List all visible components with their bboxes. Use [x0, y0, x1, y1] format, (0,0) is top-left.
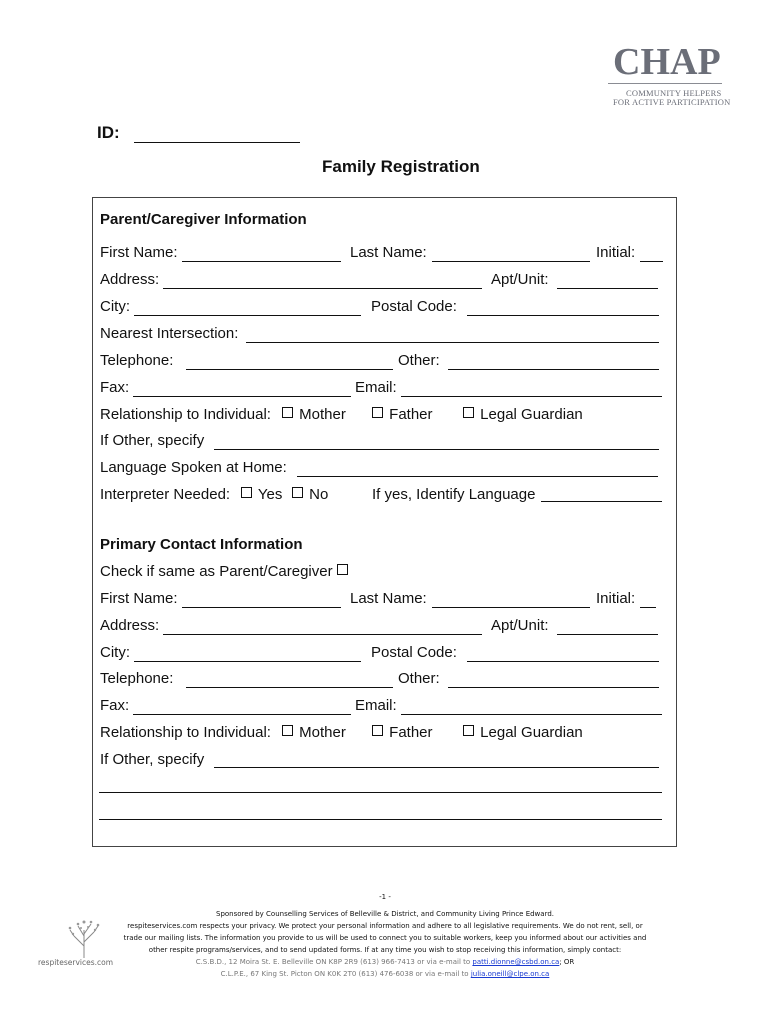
parent-interpreter-label: Interpreter Needed: — [100, 486, 231, 503]
interpreter-no-label: No — [309, 486, 329, 503]
primary-other-label: Other: — [398, 670, 440, 687]
parent-intersection-label: Nearest Intersection: — [100, 325, 239, 342]
primary-address-label: Address: — [100, 617, 160, 634]
parent-fax-label: Fax: — [100, 379, 130, 396]
parent-guardian-label: Legal Guardian — [480, 406, 583, 423]
parent-other-label: Other: — [398, 352, 440, 369]
primary-city-label: City: — [100, 644, 130, 661]
interpreter-no-checkbox[interactable] — [292, 487, 303, 498]
primary-guardian-label: Legal Guardian — [480, 724, 583, 741]
sponsor-text: Sponsored by Counselling Services of Belleville & District, and Community Living Prince Edward. — [216, 910, 554, 918]
primary-email-field[interactable] — [401, 714, 662, 715]
parent-language-field[interactable] — [297, 476, 658, 477]
primary-city-field[interactable] — [134, 661, 361, 662]
parent-first-name-field[interactable] — [182, 261, 341, 262]
parent-initial-label: Initial: — [596, 244, 636, 261]
interpreter-yes-checkbox[interactable] — [241, 487, 252, 498]
logo-divider — [608, 83, 722, 84]
primary-father-option[interactable] — [372, 724, 433, 741]
parent-email-field[interactable] — [401, 396, 662, 397]
primary-section-heading: Primary Contact Information — [100, 536, 303, 553]
primary-if-other-label: If Other, specify — [100, 751, 205, 768]
contact-line-1 — [0, 958, 770, 966]
contact-2-email-link[interactable]: julia.oneill@clpe.on.ca — [470, 970, 550, 978]
logo-subtitle-line2: FOR ACTIVE PARTICIPATION — [613, 97, 731, 107]
primary-first-name-field[interactable] — [182, 607, 341, 608]
parent-father-label: Father — [389, 406, 433, 423]
logo-subtitle-line1: COMMUNITY HELPERS — [626, 88, 722, 98]
primary-initial-label: Initial: — [596, 590, 636, 607]
parent-apt-label: Apt/Unit: — [491, 271, 549, 288]
primary-last-name-field[interactable] — [432, 607, 590, 608]
primary-fax-label: Fax: — [100, 697, 130, 714]
contact-2-text: C.L.P.E., 67 King St. Picton ON K0K 2T0 (613) 476-6038 or via e-mail to — [220, 970, 471, 978]
parent-mother-option[interactable] — [282, 406, 346, 423]
privacy-line-3: other respite programs/services, and to send updated forms. If at any time you wish to stop receiving this information, simply contact: — [148, 946, 622, 954]
interpreter-no-option[interactable] — [292, 486, 328, 503]
parent-telephone-label: Telephone: — [100, 352, 174, 369]
primary-mother-checkbox[interactable] — [282, 725, 293, 736]
parent-section-heading: Parent/Caregiver Information — [100, 211, 307, 228]
primary-fax-field[interactable] — [133, 714, 351, 715]
id-field[interactable] — [134, 142, 300, 143]
contact-line-2 — [0, 970, 770, 978]
contact-1-email-link[interactable]: patti.dionne@csbd.on.ca — [472, 958, 560, 966]
primary-telephone-field[interactable] — [186, 687, 393, 688]
primary-apt-label: Apt/Unit: — [491, 617, 549, 634]
parent-guardian-checkbox[interactable] — [463, 407, 474, 418]
primary-guardian-checkbox[interactable] — [463, 725, 474, 736]
same-as-parent-option[interactable] — [100, 563, 350, 580]
parent-relationship-label: Relationship to Individual: — [100, 406, 271, 423]
parent-language-label: Language Spoken at Home: — [100, 459, 287, 476]
parent-mother-label: Mother — [299, 406, 346, 423]
parent-telephone-field[interactable] — [186, 369, 393, 370]
primary-first-name-label: First Name: — [100, 590, 178, 607]
contact-1-suffix: ; OR — [559, 958, 575, 966]
parent-last-name-field[interactable] — [432, 261, 590, 262]
id-label: ID: — [97, 123, 120, 142]
parent-father-checkbox[interactable] — [372, 407, 383, 418]
primary-postal-field[interactable] — [467, 661, 659, 662]
parent-email-label: Email: — [355, 379, 397, 396]
parent-city-field[interactable] — [134, 315, 361, 316]
privacy-line-1: respiteservices.com respects your privacy. We protect your personal information and adhere to all legislative requirements. We do not rent, sell, or — [127, 922, 643, 930]
same-as-parent-label: Check if same as Parent/Caregiver — [100, 563, 333, 580]
primary-apt-field[interactable] — [557, 634, 658, 635]
primary-father-checkbox[interactable] — [372, 725, 383, 736]
parent-father-option[interactable] — [372, 406, 433, 423]
interpreter-yes-label: Yes — [257, 486, 283, 503]
primary-other-field[interactable] — [448, 687, 659, 688]
primary-last-name-label: Last Name: — [350, 590, 427, 607]
respite-tree-icon — [64, 916, 104, 960]
parent-guardian-option[interactable] — [463, 406, 583, 423]
parent-mother-checkbox[interactable] — [282, 407, 293, 418]
primary-extra-line-2[interactable] — [99, 819, 662, 820]
primary-relationship-label: Relationship to Individual: — [100, 724, 271, 741]
interpreter-yes-option[interactable] — [241, 486, 282, 503]
primary-if-other-field[interactable] — [214, 767, 659, 768]
primary-guardian-option[interactable] — [463, 724, 583, 741]
primary-mother-option[interactable] — [282, 724, 346, 741]
parent-first-name-label: First Name: — [100, 244, 178, 261]
parent-if-other-label: If Other, specify — [100, 432, 205, 449]
identify-language-label: If yes, Identify Language — [372, 486, 536, 503]
parent-postal-field[interactable] — [467, 315, 659, 316]
primary-initial-field[interactable] — [640, 607, 656, 608]
form-box — [92, 197, 677, 847]
primary-address-field[interactable] — [163, 634, 482, 635]
parent-address-label: Address: — [100, 271, 160, 288]
chap-logo-title: CHAP — [613, 41, 721, 83]
parent-initial-field[interactable] — [640, 261, 663, 262]
primary-mother-label: Mother — [299, 724, 346, 741]
privacy-line-2: trade our mailing lists. The information you provide to us will be used to connect you to suitable workers, keep you informed about our activities and — [123, 934, 647, 942]
primary-father-label: Father — [389, 724, 433, 741]
parent-postal-label: Postal Code: — [371, 298, 457, 315]
primary-postal-label: Postal Code: — [371, 644, 457, 661]
primary-telephone-label: Telephone: — [100, 670, 174, 687]
parent-apt-field[interactable] — [557, 288, 658, 289]
parent-address-field[interactable] — [163, 288, 482, 289]
identify-language-field[interactable] — [541, 501, 662, 502]
parent-fax-field[interactable] — [133, 396, 351, 397]
respite-site-label: respiteservices.com — [38, 958, 114, 967]
primary-extra-line-1[interactable] — [99, 792, 662, 793]
primary-email-label: Email: — [355, 697, 397, 714]
parent-last-name-label: Last Name: — [350, 244, 427, 261]
parent-if-other-field[interactable] — [214, 449, 659, 450]
parent-other-field[interactable] — [448, 369, 659, 370]
parent-intersection-field[interactable] — [246, 342, 659, 343]
page-number: -1 - — [379, 893, 391, 901]
parent-city-label: City: — [100, 298, 130, 315]
form-title: Family Registration — [322, 157, 480, 176]
same-as-parent-checkbox[interactable] — [337, 564, 348, 575]
contact-1-text: C.S.B.D., 12 Moira St. E. Belleville ON K8P 2R9 (613) 966-7413 or via e-mail to — [195, 958, 473, 966]
